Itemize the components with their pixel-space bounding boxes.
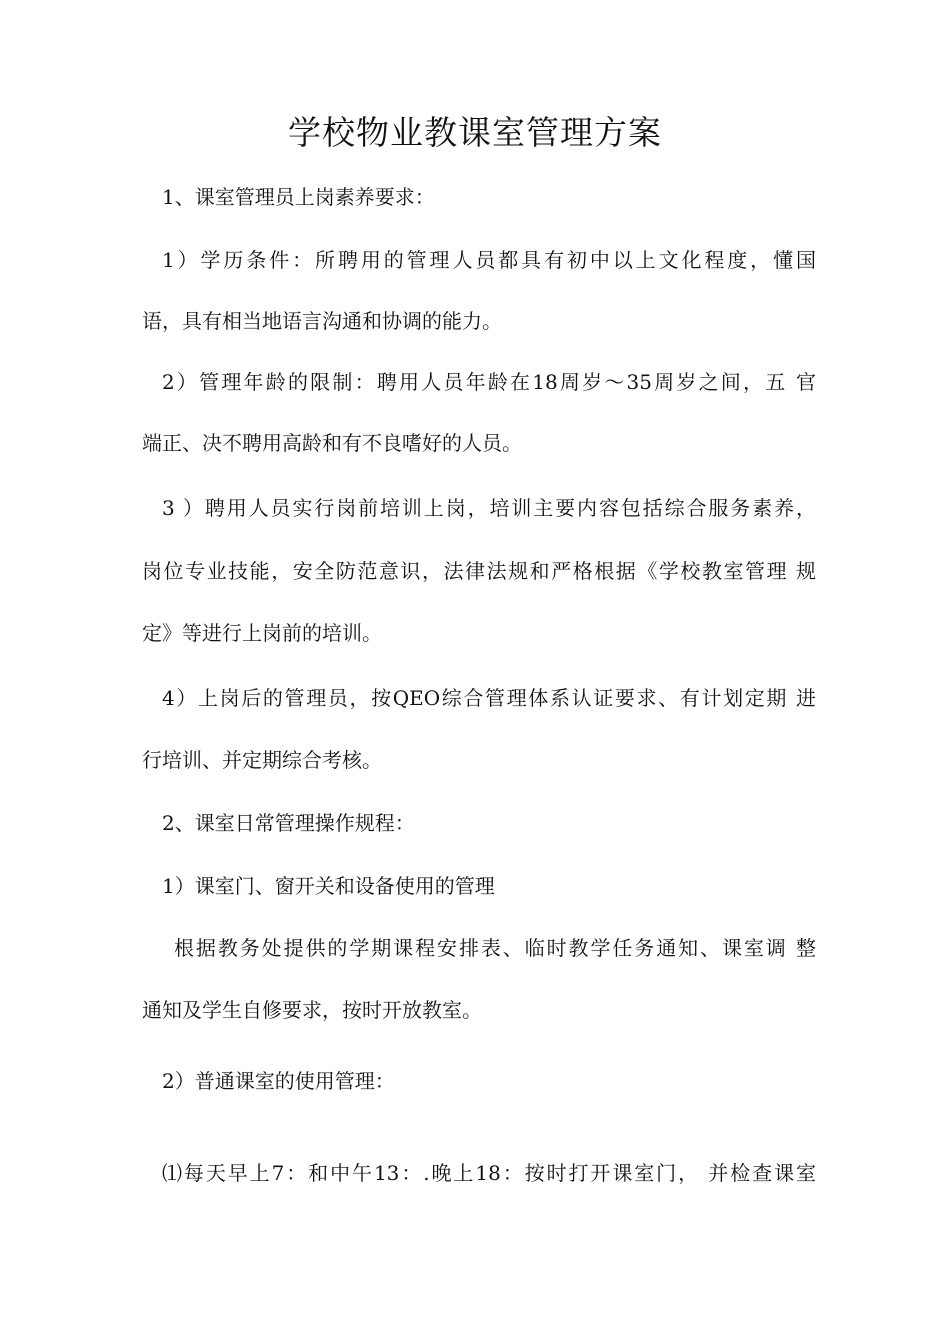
section-heading: 2、课室日常管理操作规程： (162, 811, 415, 835)
paragraph-line: 行培训、并定期综合考核。 (142, 748, 382, 772)
document-title: 学校物业教课室管理方案 (288, 113, 662, 152)
subsection-heading: 1）课室门、窗开关和设备使用的管理 (162, 874, 495, 898)
paragraph-line: 通知及学生自修要求，按时开放教室。 (142, 998, 482, 1022)
section-heading: 1、课室管理员上岗素养要求： (162, 185, 435, 209)
paragraph-line: 3 ）聘用人员实行岗前培训上岗，培训主要内容包括综合服务素养， (162, 496, 816, 520)
paragraph-line: 4）上岗后的管理员，按QEO综合管理体系认证要求、有计划定期 进 (162, 686, 816, 710)
paragraph-line: 1）学历条件：所聘用的管理人员都具有初中以上文化程度，懂国 (162, 248, 816, 272)
paragraph-line: 语，具有相当地语言沟通和协调的能力。 (142, 309, 502, 333)
paragraph-line: 2）管理年龄的限制：聘用人员年龄在18周岁〜35周岁之间，五 官 (162, 370, 816, 394)
paragraph-line: 端正、决不聘用高龄和有不良嗜好的人员。 (142, 431, 522, 455)
subsection-heading: 2）普通课室的使用管理： (162, 1069, 395, 1093)
paragraph-line: ⑴每天早上7：和中午13：.晚上18：按时打开课室门， 并检查课室 (162, 1161, 816, 1185)
paragraph-line: 定》等进行上岗前的培训。 (142, 621, 382, 645)
paragraph-line: 岗位专业技能，安全防范意识，法律法规和严格根据《学校教室管理 规 (142, 559, 816, 583)
paragraph-line: 根据教务处提供的学期课程安排表、临时教学任务通知、课室调 整 (174, 936, 816, 960)
